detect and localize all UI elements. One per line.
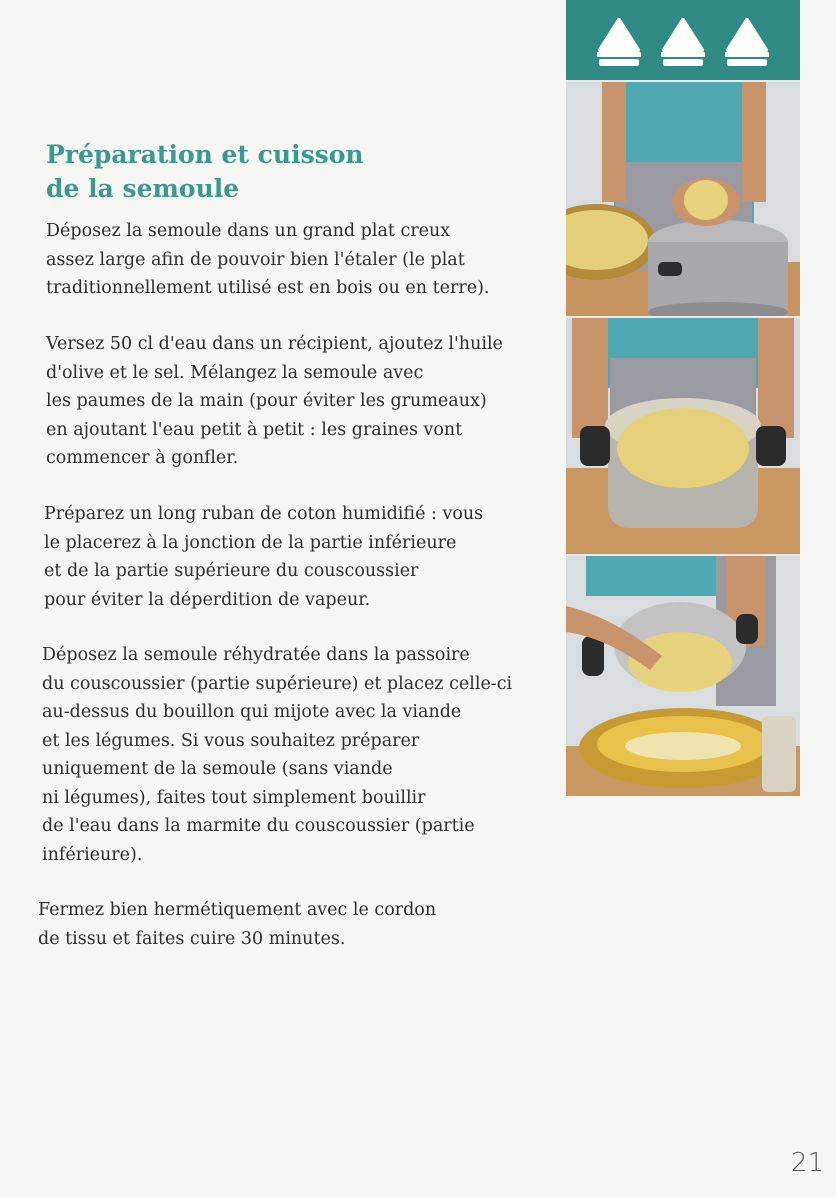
paragraph-line: uniquement de la semoule (sans viande	[42, 759, 393, 779]
paragraph-3	[44, 500, 483, 614]
paragraph-line: de l'eau dans la marmite du couscoussier (partie	[42, 816, 475, 836]
paragraph-line: pour éviter la déperdition de vapeur.	[44, 589, 371, 610]
paragraph-line: ni légumes), faites tout simplement bouillir	[42, 787, 426, 808]
paragraph-line: du couscoussier (partie supérieure) et placez celle-ci	[42, 673, 513, 694]
photo-step-2	[566, 316, 800, 556]
paragraph-line: Fermez bien hermétiquement avec le cordon	[38, 900, 437, 920]
paragraph-line: Versez 50 cl d'eau dans un récipient, ajoutez l'huile	[46, 334, 503, 354]
paragraph-line: de tissu et faites cuire 30 minutes.	[38, 928, 346, 949]
paragraph-line: Déposez la semoule dans un grand plat creux	[46, 221, 451, 241]
difficulty-banner	[566, 0, 800, 80]
paragraph-line: d'olive et le sel. Mélangez la semoule avec	[46, 362, 424, 383]
section-title-line-2: de la semoule	[46, 174, 240, 203]
paragraph-line: assez large afin de pouvoir bien l'étaler (le plat	[46, 249, 465, 270]
paragraph-1	[46, 217, 489, 303]
section-title	[46, 138, 526, 206]
paragraph-line: Préparez un long ruban de coton humidifié : vous	[44, 504, 484, 524]
paragraph-4	[42, 641, 512, 869]
paragraph-line: les paumes de la main (pour éviter les grumeaux)	[46, 391, 487, 411]
paragraph-line: au-dessus du bouillon qui mijote avec la viande	[42, 702, 462, 722]
paragraph-line: et de la partie supérieure du couscoussier	[44, 561, 419, 581]
paragraph-line: inférieure).	[42, 844, 143, 865]
paragraph-line: Déposez la semoule réhydratée dans la passoire	[42, 645, 470, 665]
paragraph-line: et les légumes. Si vous souhaitez préparer	[42, 730, 420, 751]
paragraph-line: commencer à gonfler.	[46, 448, 239, 468]
couscoussier-icon	[722, 16, 772, 70]
paragraph-line: traditionnellement utilisé est en bois ou en terre).	[46, 278, 490, 298]
step-photos-column	[566, 0, 800, 794]
paragraph-line: en ajoutant l'eau petit à petit : les graines vont	[46, 419, 463, 440]
paragraph-line: le placerez à la jonction de la partie inférieure	[44, 532, 457, 553]
couscoussier-icon	[658, 16, 708, 70]
page-number: 21	[790, 1148, 824, 1178]
section-title-line-1: Préparation et cuisson	[46, 140, 364, 169]
paragraph-5	[38, 896, 436, 953]
photo-step-3	[566, 554, 800, 796]
paragraph-2	[46, 330, 503, 473]
photo-step-1	[566, 80, 800, 318]
couscoussier-icon	[594, 16, 644, 70]
